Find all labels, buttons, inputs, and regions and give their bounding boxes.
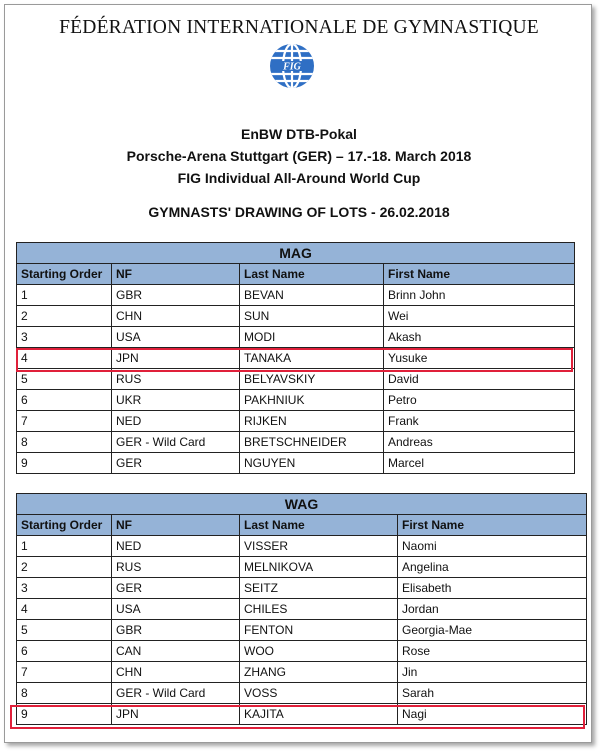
order-cell: 6 — [17, 641, 112, 662]
col-first-name: First Name — [384, 264, 575, 285]
nf-cell: NED — [112, 411, 240, 432]
order-cell: 1 — [17, 285, 112, 306]
nf-cell: GER — [112, 453, 240, 474]
order-cell: 8 — [17, 432, 112, 453]
nf-cell: GER — [112, 578, 240, 599]
order-cell: 2 — [17, 557, 112, 578]
fig-globe-logo — [268, 42, 316, 90]
first-name-cell: Yusuke — [384, 348, 575, 369]
order-cell: 5 — [17, 369, 112, 390]
nf-cell: CAN — [112, 641, 240, 662]
col-nf: NF — [112, 264, 240, 285]
last-name-cell: PAKHNIUK — [240, 390, 384, 411]
table-row — [17, 620, 587, 641]
logo-text: FIG — [283, 61, 301, 73]
first-name-cell: Jin — [398, 662, 587, 683]
first-name-cell: Wei — [384, 306, 575, 327]
first-name-cell: Nagi — [398, 704, 587, 725]
nf-cell: CHN — [112, 662, 240, 683]
col-starting-order: Starting Order — [17, 515, 112, 536]
last-name-cell: BRETSCHNEIDER — [240, 432, 384, 453]
document-title: GYMNASTS' DRAWING OF LOTS - 26.02.2018 — [148, 204, 450, 220]
col-last-name: Last Name — [240, 515, 398, 536]
table-row — [17, 390, 575, 411]
table-row — [17, 453, 575, 474]
first-name-cell: Naomi — [398, 536, 587, 557]
table-row — [17, 411, 575, 432]
last-name-cell: MODI — [240, 327, 384, 348]
table-row — [17, 432, 575, 453]
last-name-cell: NGUYEN — [240, 453, 384, 474]
mag-title: MAG — [17, 243, 575, 264]
order-cell: 4 — [17, 348, 112, 369]
first-name-cell: David — [384, 369, 575, 390]
order-cell: 6 — [17, 390, 112, 411]
col-last-name: Last Name — [240, 264, 384, 285]
first-name-cell: Elisabeth — [398, 578, 587, 599]
order-cell: 9 — [17, 453, 112, 474]
order-cell: 8 — [17, 683, 112, 704]
table-row — [17, 599, 587, 620]
nf-cell: UKR — [112, 390, 240, 411]
col-starting-order: Starting Order — [17, 264, 112, 285]
nf-cell: GER - Wild Card — [112, 683, 240, 704]
last-name-cell: WOO — [240, 641, 398, 662]
order-cell: 5 — [17, 620, 112, 641]
last-name-cell: BELYAVSKIY — [240, 369, 384, 390]
last-name-cell: TANAKA — [240, 348, 384, 369]
table-row — [17, 285, 575, 306]
last-name-cell: VISSER — [240, 536, 398, 557]
order-cell: 3 — [17, 327, 112, 348]
competition-name: FIG Individual All-Around World Cup — [177, 170, 421, 186]
order-cell: 7 — [17, 411, 112, 432]
wag-title: WAG — [17, 494, 587, 515]
last-name-cell: RIJKEN — [240, 411, 384, 432]
last-name-cell: FENTON — [240, 620, 398, 641]
last-name-cell: BEVAN — [240, 285, 384, 306]
nf-cell: GER - Wild Card — [112, 432, 240, 453]
highlight-box-mag-jpn — [16, 348, 573, 372]
nf-cell: JPN — [112, 348, 240, 369]
wag-table — [16, 493, 587, 725]
nf-cell: GBR — [112, 620, 240, 641]
order-cell: 9 — [17, 704, 112, 725]
nf-cell: RUS — [112, 557, 240, 578]
nf-cell: RUS — [112, 369, 240, 390]
table-row — [17, 327, 575, 348]
order-cell: 2 — [17, 306, 112, 327]
document-page — [4, 4, 592, 743]
table-row — [17, 557, 587, 578]
highlight-box-wag-jpn — [10, 705, 585, 729]
order-cell: 4 — [17, 599, 112, 620]
last-name-cell: MELNIKOVA — [240, 557, 398, 578]
first-name-cell: Rose — [398, 641, 587, 662]
last-name-cell: KAJITA — [240, 704, 398, 725]
table-row — [17, 306, 575, 327]
nf-cell: USA — [112, 327, 240, 348]
first-name-cell: Brinn John — [384, 285, 575, 306]
first-name-cell: Angelina — [398, 557, 587, 578]
table-row — [17, 662, 587, 683]
nf-cell: GBR — [112, 285, 240, 306]
last-name-cell: SEITZ — [240, 578, 398, 599]
first-name-cell: Akash — [384, 327, 575, 348]
first-name-cell: Georgia-Mae — [398, 620, 587, 641]
first-name-cell: Jordan — [398, 599, 587, 620]
table-row — [17, 641, 587, 662]
first-name-cell: Marcel — [384, 453, 575, 474]
event-venue: Porsche-Arena Stuttgart (GER) – 17.-18. March 2018 — [126, 148, 472, 164]
federation-title: FÉDÉRATION INTERNATIONALE DE GYMNASTIQUE — [59, 17, 539, 38]
first-name-cell: Sarah — [398, 683, 587, 704]
first-name-cell: Frank — [384, 411, 575, 432]
order-cell: 7 — [17, 662, 112, 683]
order-cell: 1 — [17, 536, 112, 557]
nf-cell: USA — [112, 599, 240, 620]
table-row — [17, 683, 587, 704]
nf-cell: JPN — [112, 704, 240, 725]
order-cell: 3 — [17, 578, 112, 599]
last-name-cell: VOSS — [240, 683, 398, 704]
last-name-cell: CHILES — [240, 599, 398, 620]
last-name-cell: ZHANG — [240, 662, 398, 683]
table-row — [17, 536, 587, 557]
nf-cell: CHN — [112, 306, 240, 327]
first-name-cell: Andreas — [384, 432, 575, 453]
col-nf: NF — [112, 515, 240, 536]
last-name-cell: SUN — [240, 306, 384, 327]
table-row — [17, 578, 587, 599]
first-name-cell: Petro — [384, 390, 575, 411]
event-name: EnBW DTB-Pokal — [241, 126, 357, 142]
nf-cell: NED — [112, 536, 240, 557]
col-first-name: First Name — [398, 515, 587, 536]
